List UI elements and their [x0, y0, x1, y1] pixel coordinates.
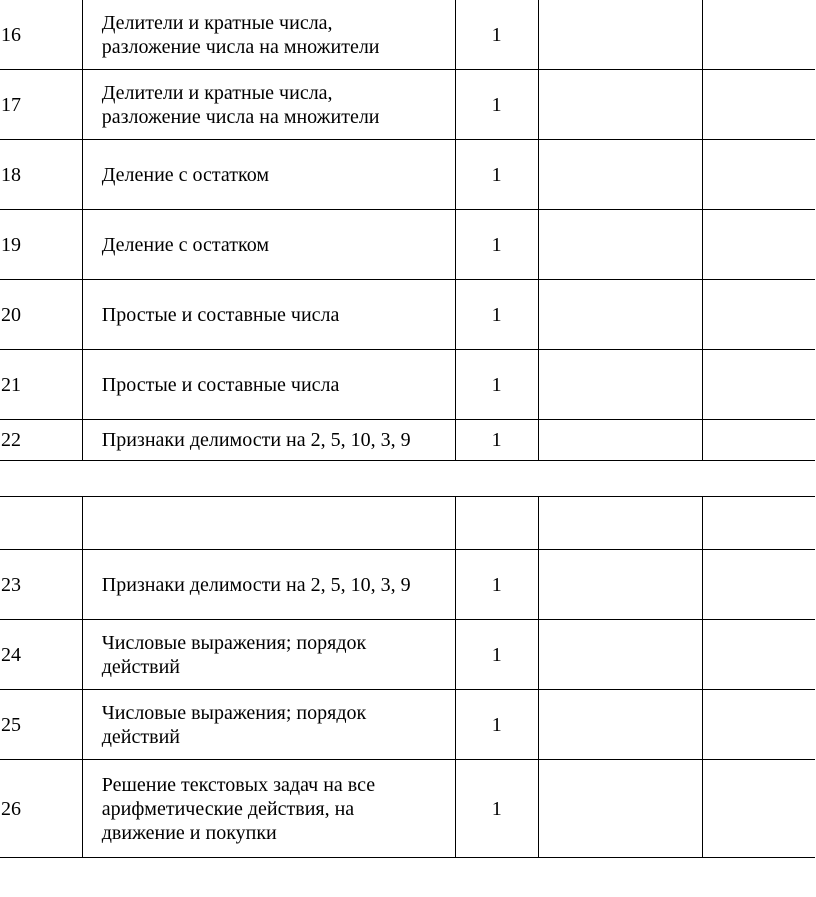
planned-date-cell — [538, 690, 702, 760]
lesson-hours: 1 — [455, 280, 538, 350]
table-row — [0, 760, 815, 858]
topic-line: Деление с остатком — [101, 233, 269, 256]
lesson-hours — [455, 497, 538, 550]
actual-date-cell — [702, 70, 815, 140]
lesson-topic — [82, 420, 455, 461]
lesson-number: 16 — [0, 0, 82, 70]
actual-date-cell — [702, 420, 815, 461]
lesson-number: 23 — [0, 550, 82, 620]
table-row — [0, 210, 815, 280]
actual-date-cell — [702, 550, 815, 620]
topic-line: движение и покупки — [101, 821, 277, 844]
lesson-topic — [82, 280, 455, 350]
planned-date-cell — [538, 280, 702, 350]
planned-date-cell — [538, 140, 702, 210]
lesson-hours: 1 — [455, 140, 538, 210]
lesson-number: 24 — [0, 620, 82, 690]
lesson-hours: 1 — [455, 620, 538, 690]
actual-date-cell — [702, 760, 815, 858]
lesson-topic — [82, 70, 455, 140]
lesson-hours: 1 — [455, 420, 538, 461]
table-row — [0, 690, 815, 760]
table-row — [0, 280, 815, 350]
topic-line: Числовые выражения; порядок — [101, 631, 367, 654]
topic-line: Числовые выражения; порядок — [101, 701, 367, 724]
actual-date-cell — [702, 280, 815, 350]
topic-line: арифметические действия, на — [101, 797, 355, 820]
lesson-number: 25 — [0, 690, 82, 760]
planned-date-cell — [538, 0, 702, 70]
lesson-hours: 1 — [455, 0, 538, 70]
table-row — [0, 550, 815, 620]
lesson-number: 26 — [0, 760, 82, 858]
lesson-topic — [82, 620, 455, 690]
topic-line: Деление с остатком — [101, 163, 269, 186]
lesson-topic — [82, 350, 455, 420]
table-row — [0, 140, 815, 210]
table-row — [0, 350, 815, 420]
lesson-topic — [82, 550, 455, 620]
lesson-number: 22 — [0, 420, 82, 461]
lesson-number: 20 — [0, 280, 82, 350]
table-row — [0, 70, 815, 140]
lesson-topic — [82, 690, 455, 760]
topic-line: Простые и составные числа — [101, 373, 340, 396]
topic-line: разложение числа на множители — [101, 35, 380, 58]
lesson-hours: 1 — [455, 760, 538, 858]
lesson-hours: 1 — [455, 70, 538, 140]
topic-line: Делители и кратные числа, — [101, 81, 333, 104]
planned-date-cell — [538, 497, 702, 550]
planned-date-cell — [538, 420, 702, 461]
topic-line: Простые и составные числа — [101, 303, 340, 326]
lesson-hours: 1 — [455, 550, 538, 620]
lesson-hours: 1 — [455, 350, 538, 420]
lesson-number: 21 — [0, 350, 82, 420]
planned-date-cell — [538, 760, 702, 858]
actual-date-cell — [702, 350, 815, 420]
lesson-topic — [82, 0, 455, 70]
lesson-topic — [82, 497, 455, 550]
actual-date-cell — [702, 140, 815, 210]
lesson-topic — [82, 140, 455, 210]
topic-line: разложение числа на множители — [101, 105, 380, 128]
table-row — [0, 0, 815, 70]
topic-line: Решение текстовых задач на все — [101, 773, 376, 796]
topic-line: Признаки делимости на 2, 5, 10, 3, 9 — [101, 573, 411, 596]
lesson-number: 19 — [0, 210, 82, 280]
planned-date-cell — [538, 350, 702, 420]
topic-line: Признаки делимости на 2, 5, 10, 3, 9 — [101, 429, 411, 451]
topic-line: Делители и кратные числа, — [101, 11, 333, 34]
table-row — [0, 420, 815, 461]
planned-date-cell — [538, 620, 702, 690]
actual-date-cell — [702, 620, 815, 690]
actual-date-cell — [702, 210, 815, 280]
lesson-topic — [82, 760, 455, 858]
planned-date-cell — [538, 210, 702, 280]
topic-line: действий — [101, 725, 180, 748]
lesson-table-bottom — [0, 496, 815, 858]
actual-date-cell — [702, 0, 815, 70]
table-row — [0, 620, 815, 690]
actual-date-cell — [702, 690, 815, 760]
lesson-hours: 1 — [455, 210, 538, 280]
actual-date-cell — [702, 497, 815, 550]
lesson-number: 17 — [0, 70, 82, 140]
lesson-number — [0, 497, 82, 550]
topic-line: действий — [101, 655, 180, 678]
lesson-hours: 1 — [455, 690, 538, 760]
planned-date-cell — [538, 70, 702, 140]
table-row — [0, 497, 815, 550]
lesson-topic — [82, 210, 455, 280]
lesson-number: 18 — [0, 140, 82, 210]
planned-date-cell — [538, 550, 702, 620]
